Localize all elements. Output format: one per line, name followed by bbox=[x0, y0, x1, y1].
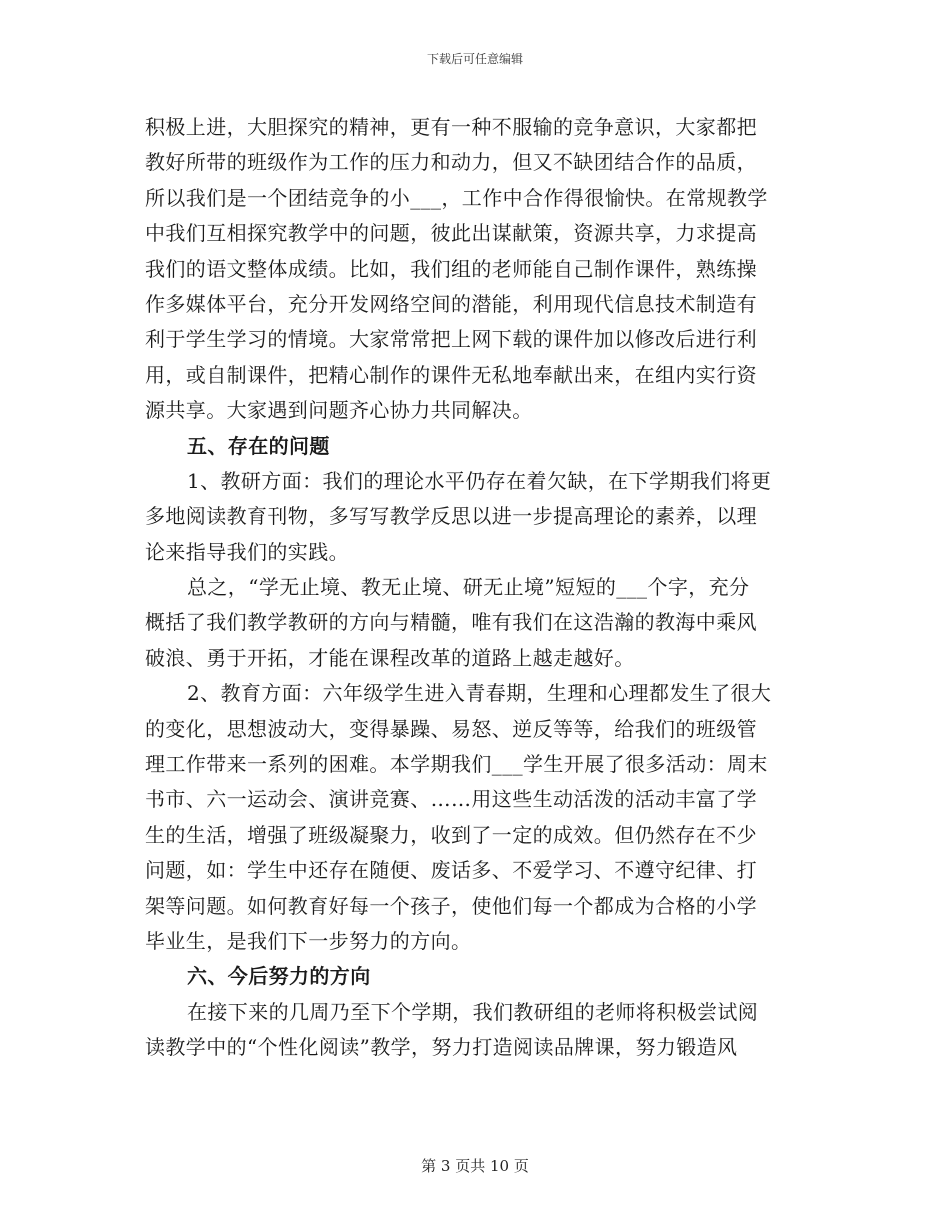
text-line: 教好所带的班级作为工作的压力和动力，但又不缺团结合作的品质， bbox=[145, 150, 757, 175]
text-line: 中我们互相探究教学中的问题，彼此出谋献策，资源共享，力求提高 bbox=[145, 221, 757, 246]
text-line: 论来指导我们的实践。 bbox=[145, 539, 349, 564]
text-line: 2、教育方面：六年级学生进入青春期，生理和心理都发生了很大 bbox=[187, 681, 772, 706]
text-line: 多地阅读教育刊物，多写写教学反思以进一步提高理论的素养，以理 bbox=[145, 504, 757, 529]
page-header-note: 下载后可任意编辑 bbox=[426, 52, 523, 66]
text-line: 书市、六一运动会、演讲竞赛、……用这些生动活泼的活动丰富了学 bbox=[145, 787, 757, 812]
text-line: 架等问题。如何教育好每一个孩子，使他们每一个都成为合格的小学 bbox=[145, 893, 757, 918]
text-line: 理工作带来一系列的困难。本学期我们___学生开展了很多活动：周末 bbox=[145, 752, 768, 777]
text-line: 问题，如：学生中还存在随便、废话多、不爱学习、不遵守纪律、打 bbox=[145, 858, 757, 883]
text-line: 用，或自制课件，把精心制作的课件无私地奉献出来，在组内实行资 bbox=[145, 362, 757, 387]
section-heading-problems: 五、存在的问题 bbox=[187, 433, 330, 458]
text-line: 破浪、勇于开拓，才能在课程改革的道路上越走越好。 bbox=[145, 645, 635, 670]
text-line: 读教学中的“个性化阅读”教学，努力打造阅读品牌课，努力锻造风 bbox=[145, 1035, 738, 1060]
text-line: 的变化，思想波动大，变得暴躁、易怒、逆反等等，给我们的班级管 bbox=[145, 716, 757, 741]
text-line: 积极上进，大胆探究的精神，更有一种不服输的竞争意识，大家都把 bbox=[145, 115, 757, 139]
section-heading-future: 六、今后努力的方向 bbox=[187, 964, 371, 989]
text-line: 在接下来的几周乃至下个学期，我们教研组的老师将积极尝试阅 bbox=[187, 999, 759, 1024]
text-line: 毕业生，是我们下一步努力的方向。 bbox=[145, 928, 472, 953]
text-line: 1、教研方面：我们的理论水平仍存在着欠缺，在下学期我们将更 bbox=[187, 468, 772, 493]
text-line: 利于学生学习的情境。大家常常把上网下载的课件加以修改后进行利 bbox=[145, 327, 757, 352]
text-line: 源共享。大家遇到问题齐心协力共同解决。 bbox=[145, 398, 533, 423]
text-line: 生的生活，增强了班级凝聚力，收到了一定的成效。但仍然存在不少 bbox=[145, 822, 757, 847]
text-line: 所以我们是一个团结竞争的小___，工作中合作得很愉快。在常规教学 bbox=[145, 185, 768, 210]
page-number: 第 3 页共 10 页 bbox=[421, 1157, 529, 1175]
text-line: 概括了我们教学教研的方向与精髓，唯有我们在这浩瀚的教海中乘风 bbox=[145, 610, 757, 635]
text-line: 我们的语文整体成绩。比如，我们组的老师能自己制作课件，熟练操 bbox=[145, 256, 757, 281]
document-body bbox=[145, 110, 805, 1066]
text-line: 作多媒体平台，充分开发网络空间的潜能，利用现代信息技术制造有 bbox=[145, 291, 757, 316]
text-line: 总之，“学无止境、教无止境、研无止境”短短的___个字，充分 bbox=[187, 575, 750, 600]
